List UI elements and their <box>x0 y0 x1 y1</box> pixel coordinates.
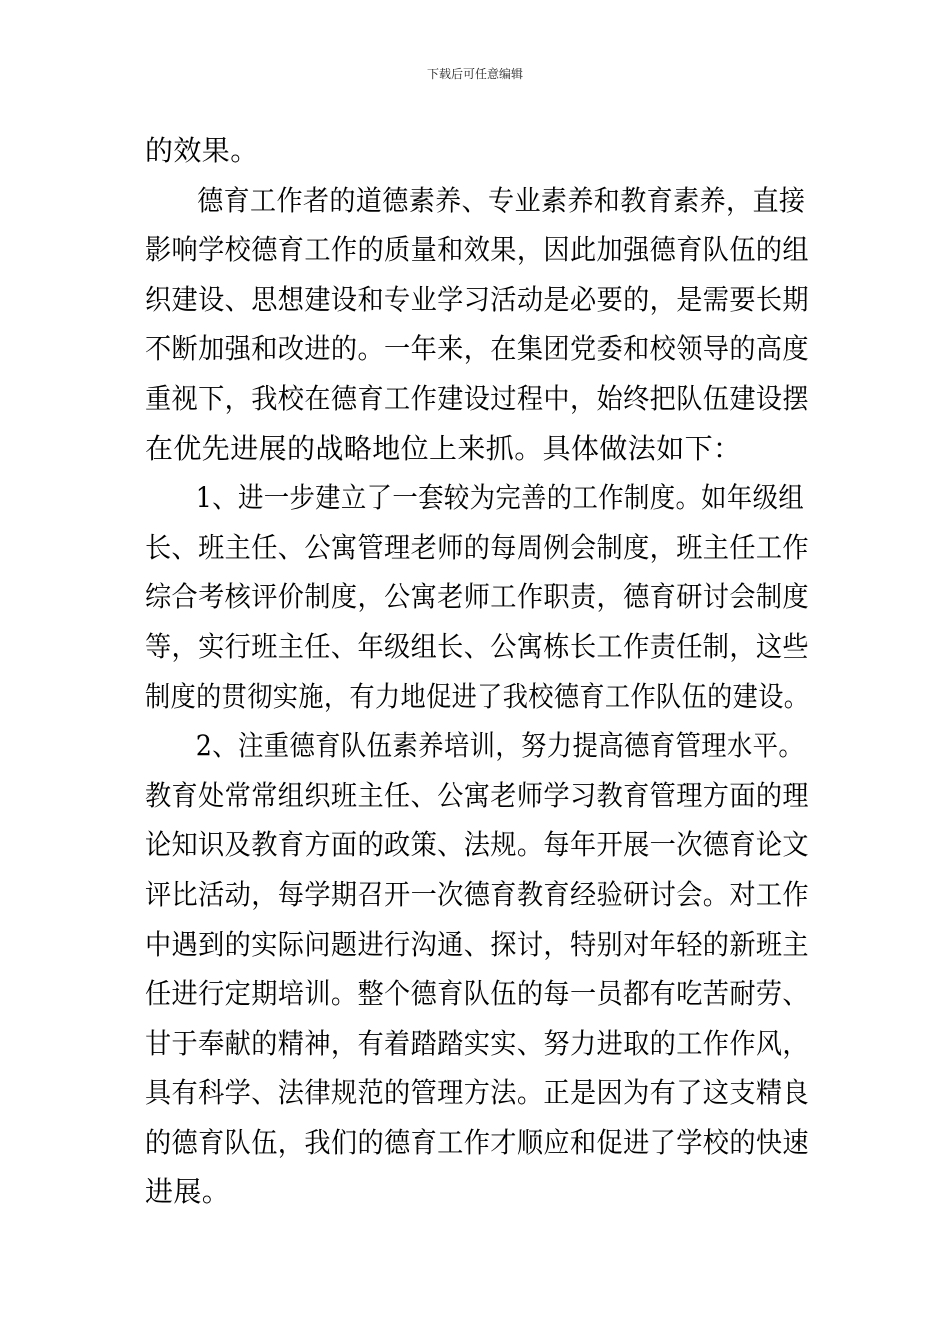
text-line: 的德育队伍，我们的德育工作才顺应和促进了学校的快速 <box>145 1125 810 1159</box>
text-line: 评比活动，每学期召开一次德育教育经验研讨会。对工作 <box>145 877 810 911</box>
text-line: 德育工作者的道德素养、专业素养和教育素养，直接 <box>197 183 806 217</box>
text-line: 不断加强和改进的。一年来，在集团党委和校领导的高度 <box>145 332 810 366</box>
text-line: 长、班主任、公寓管理老师的每周例会制度，班主任工作 <box>145 530 810 564</box>
text-line: 等，实行班主任、年级组长、公寓栋长工作责任制，这些 <box>145 629 810 663</box>
text-line: 织建设、思想建设和专业学习活动是必要的，是需要长期 <box>145 282 810 316</box>
text-line: 在优先进展的战略地位上来抓。具体做法如下： <box>145 431 742 465</box>
text-line: 制度的贯彻实施，有力地促进了我校德育工作队伍的建设。 <box>145 679 810 713</box>
text-line: 的效果。 <box>145 134 259 167</box>
text-line: 具有科学、法律规范的管理方法。正是因为有了这支精良 <box>145 1076 810 1110</box>
text-line: 教育处常常组织班主任、公寓老师学习教育管理方面的理 <box>145 778 810 812</box>
text-line: 论知识及教育方面的政策、法规。每年开展一次德育论文 <box>145 828 810 862</box>
text-line: 任进行定期培训。整个德育队伍的每一员都有吃苦耐劳、 <box>145 977 810 1011</box>
text-line: 中遇到的实际问题进行沟通、探讨，特别对年轻的新班主 <box>145 927 810 961</box>
text-line: 综合考核评价制度，公寓老师工作职责，德育研讨会制度 <box>145 580 810 614</box>
text-line: 重视下，我校在德育工作建设过程中，始终把队伍建设摆 <box>145 381 810 415</box>
text-line: 影响学校德育工作的质量和效果，因此加强德育队伍的组 <box>145 233 810 267</box>
text-line: 2、注重德育队伍素养培训，努力提高德育管理水平。 <box>195 729 805 763</box>
document-body <box>145 126 809 1217</box>
text-line: 甘于奉献的精神，有着踏踏实实、努力进取的工作作风， <box>145 1026 810 1060</box>
text-line: 进展。 <box>145 1175 231 1209</box>
text-line: 1、进一步建立了一套较为完善的工作制度。如年级组 <box>195 481 805 515</box>
page-header: 下载后可任意编辑 <box>426 67 523 81</box>
